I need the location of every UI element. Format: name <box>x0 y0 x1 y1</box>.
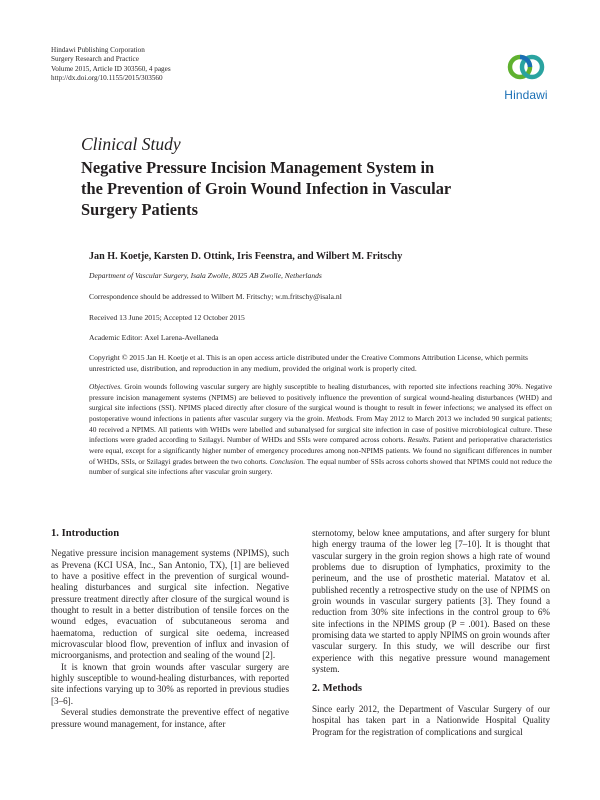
abstract-conclusion-label: Conclusion. <box>269 456 306 466</box>
journal-header <box>51 46 171 83</box>
abstract-methods-label: Methods. <box>326 413 354 423</box>
logo-wordmark: Hindawi <box>504 88 548 102</box>
title-line: the Prevention of Groin Wound Infection in Vascular <box>81 179 452 198</box>
title-line: Surgery Patients <box>81 200 198 219</box>
affiliation: Department of Vascular Surgery, Isala Zwolle, 8025 AB Zwolle, Netherlands <box>89 271 322 280</box>
introduction-paragraph: Negative pressure incision management systems (NPIMS), such as Prevena (KCI USA, Inc., San Antonio, TX), [1] are believed to have a positive effect in the prevention of surgical wound-healing disturbances and surgical site infection. Negative pressure treatment directly after closure of the surgical wound is thought to result in a better distribution of tensile forces on the wound edges, evacuation of subcutaneous seroma and haematoma, reduction of surgical site oedema, increased microvascular blood flow, prevention of influx and invasion of microorganisms, and protection and sealing of the wound [2]. <box>51 548 289 661</box>
methods-paragraph: Since early 2012, the Department of Vascular Surgery of our hospital has taken part in a Nationwide Hospital Quality Program for the registration of complications and surgical <box>312 703 550 737</box>
introduction-paragraph: It is known that groin wounds after vascular surgery are highly susceptible to wound-healing disturbances, with reported site infections varying up to 30% as reported in previous studies [3–6]. <box>51 661 289 706</box>
introduction-paragraph: Several studies demonstrate the preventive effect of negative pressure wound management, for instance, after <box>51 707 289 729</box>
author-list: Jan H. Koetje, Karsten D. Ottink, Iris Feenstra, and Wilbert M. Fritschy <box>89 251 403 262</box>
abstract-objectives-label: Objectives. <box>89 382 123 391</box>
journal-name: Surgery Research and Practice <box>51 55 139 64</box>
abstract <box>89 382 552 478</box>
doi-link[interactable]: http://dx.doi.org/10.1155/2015/303560 <box>51 73 163 82</box>
academic-editor: Academic Editor: Axel Larena-Avellaneda <box>89 333 219 342</box>
left-column <box>51 528 289 730</box>
methods-heading: 2. Methods <box>312 683 363 695</box>
abstract-results-label: Results. <box>407 435 431 445</box>
abstract-objectives-text: Groin wounds following vascular surgery are highly susceptible to healing disturbances, with reported site infections reaching 30%. Negative pressure incision management systems (NPIMS) are believed to positively influence the prevention of surgical wound-healing disturbances (WHD) and surgical site infections (SSI). NPIMS placed directly after closure of the surgical wound is thought to result in fewer infections; we analysed its effect on postoperative wound infections in patients after vascular surgery via the groin. <box>89 382 552 423</box>
abstract-methods-text: From May 2012 to March 2013 we included 90 surgical patients; 40 received a NPIMS. All patients with WHDs were labelled and subanalysed for surgical site infection in case of positive microbiological culture. These infections were graded according to Szilagyi. Number of WHDs and SSIs were compared across cohorts. <box>89 413 552 445</box>
publisher-name: Hindawi Publishing Corporation <box>51 46 145 54</box>
abstract-conclusion-text: The equal number of SSIs across cohorts showed that NPIMS could not reduce the number of surgical site infections after vascular groin surgery. <box>89 456 552 477</box>
correspondence: Correspondence should be addressed to Wilbert M. Fritschy; w.m.fritschy@isala.nl <box>89 292 342 301</box>
abstract-results-text: Patient and perioperative characteristics were equal, except for a significantly higher number of emergency procedures among non-NPIMS patients. We found no significant differences in number of WHDs, SSIs, or Szilagyi grades between the two cohorts. <box>89 435 552 466</box>
received-accepted-dates: Received 13 June 2015; Accepted 12 October 2015 <box>89 313 245 322</box>
article-title <box>81 157 501 220</box>
introduction-heading: 1. Introduction <box>51 528 120 539</box>
introduction-continued-paragraph: sternotomy, below knee amputations, and after surgery for blunt high energy trauma of the lower leg [7–10]. It is thought that vascular surgery in the groin region shows a high rate of wound problems due to disruption of lymphatics, proximity to the perineum, and the use of prosthetic material. Matatov et al. published recently a retrospective study on the use of NPIMS on groin wounds in vascular surgery patients [3]. They found a reduction from 30% site infections in the control group to 6% site infections in the NPIMS group (P = .001). Based on these promising data we started to apply NPIMS on groin wounds after vascular surgery. In this study, we will describe our first experience with this negative pressure wound management system. <box>312 528 550 675</box>
right-column <box>312 528 550 738</box>
article-type: Clinical Study <box>81 134 181 154</box>
title-line: Negative Pressure Incision Management System in <box>81 158 435 177</box>
copyright-notice: Copyright © 2015 Jan H. Koetje et al. This is an open access article distributed under the Creative Commons Attribution License, which permits unrestricted use, distribution, and reproduction in any medium, provided the original work is properly cited. <box>89 353 529 373</box>
volume-info: Volume 2015, Article ID 303560, 4 pages <box>51 64 171 73</box>
